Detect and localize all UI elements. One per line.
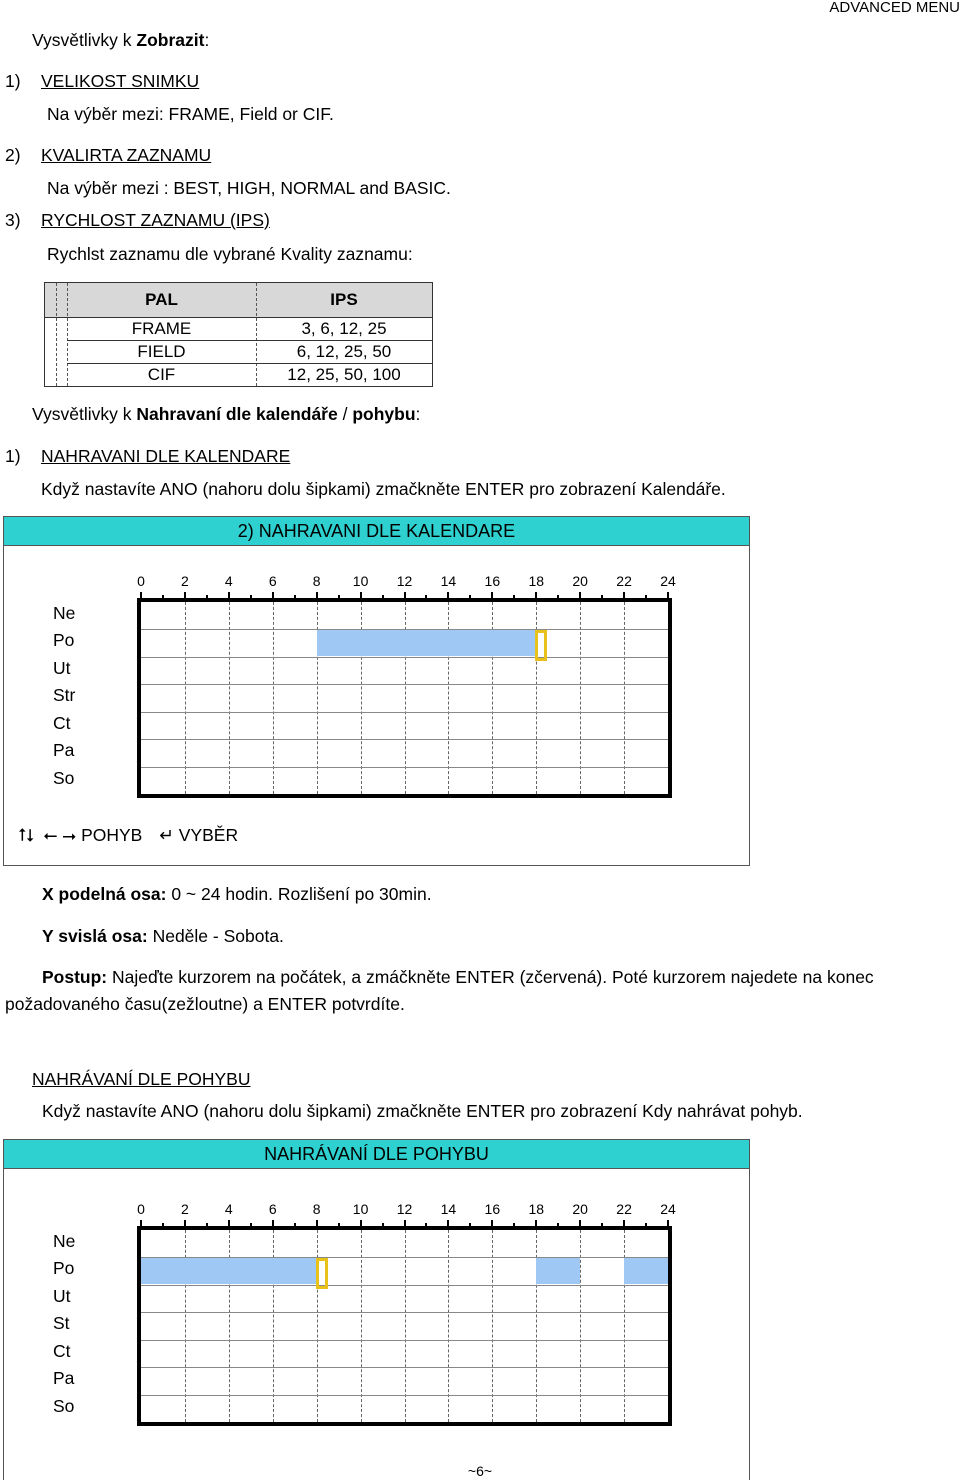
calendar-hour-label: 4 xyxy=(224,573,233,589)
calendar-hour-label: 22 xyxy=(616,573,632,589)
calendar-hour-label: 10 xyxy=(352,573,369,589)
running-header: ADVANCED MENU xyxy=(829,0,960,16)
display-intro-suffix: : xyxy=(204,30,210,50)
calendar-day-label: Pa xyxy=(53,740,75,761)
motion-day-label: Po xyxy=(53,1258,75,1279)
item-1-title: VELIKOST SNIMKU xyxy=(41,71,200,91)
calendar-tick xyxy=(404,592,406,600)
motion-tick xyxy=(667,1220,669,1228)
calendar-day-label: Str xyxy=(53,685,76,706)
motion-grid-row-line xyxy=(141,1312,668,1313)
motion-tick xyxy=(623,1220,625,1228)
item-2-title: KVALIRTA ZAZNAMU xyxy=(41,145,212,165)
schedule-item-num: 1) xyxy=(5,446,21,466)
calendar-grid-row-line xyxy=(141,739,668,740)
ips-table-rowline xyxy=(67,340,432,341)
schedule-intro-prefix: Vysvětlivky k xyxy=(32,404,137,424)
motion-tick xyxy=(425,1223,427,1228)
motion-grid-row-line xyxy=(141,1395,668,1396)
ips-table-cell: FRAME xyxy=(131,319,192,338)
motion-tick xyxy=(557,1223,559,1228)
y-axis-note xyxy=(42,926,284,947)
motion-day-label: Ct xyxy=(53,1340,71,1361)
calendar-hour-label: 20 xyxy=(572,573,588,589)
calendar-grid-row-line xyxy=(141,767,668,768)
motion-hour-label: 2 xyxy=(181,1201,189,1217)
x-axis-note-text: 0 ~ 24 hodin. Rozlišení po 30min. xyxy=(166,884,432,904)
calendar-grid-row-line xyxy=(141,684,668,685)
ips-table-cell: FIELD xyxy=(137,342,186,361)
calendar-screen-title: 2) NAHRAVANI DLE KALENDARE xyxy=(4,517,749,546)
motion-tick xyxy=(184,1220,186,1228)
calendar-selected-range xyxy=(317,630,537,655)
motion-hour-label: 14 xyxy=(440,1201,457,1217)
calendar-tick xyxy=(140,592,142,600)
motion-hour-label: 16 xyxy=(484,1201,501,1217)
y-axis-note-text: Neděle - Sobota. xyxy=(147,926,284,946)
ips-table-header-pal: PAL xyxy=(145,290,178,309)
motion-tick xyxy=(140,1220,142,1228)
calendar-grid-column-line xyxy=(624,602,625,794)
motion-tick xyxy=(294,1223,296,1228)
motion-hour-label: 18 xyxy=(528,1201,545,1217)
arrow-left-right-icon: ⭠ ⭢ xyxy=(43,825,77,845)
motion-tick xyxy=(535,1220,537,1228)
ips-table-cell: 3, 6, 12, 25 xyxy=(301,319,387,338)
y-axis-note-label: Y svislá osa: xyxy=(42,926,148,946)
motion-tick xyxy=(250,1223,252,1228)
motion-desc: Když nastavíte ANO (nahoru dolu šipkami) zmačkněte ENTER pro zobrazení Kdy nahrávat pohyb. xyxy=(42,1101,803,1121)
calendar-tick xyxy=(579,592,581,600)
schedule-intro xyxy=(32,404,420,425)
calendar-tick xyxy=(184,592,186,600)
motion-day-label: St xyxy=(53,1313,70,1334)
schedule-intro-middle: / xyxy=(337,404,353,424)
item-1-num: 1) xyxy=(5,71,21,91)
motion-grid-row-line xyxy=(141,1340,668,1341)
calendar-day-label: Ut xyxy=(53,657,71,678)
motion-hour-label: 10 xyxy=(352,1201,369,1217)
motion-tick xyxy=(491,1220,493,1228)
motion-tick xyxy=(579,1220,581,1228)
motion-grid-column-line xyxy=(448,1230,449,1422)
motion-day-label: Pa xyxy=(53,1368,75,1389)
motion-screen-title: NAHRÁVANÍ DLE POHYBU xyxy=(4,1140,749,1169)
motion-tick xyxy=(513,1223,515,1228)
calendar-tick xyxy=(601,595,603,600)
enter-icon: ↵ xyxy=(159,825,174,845)
calendar-hour-label: 2 xyxy=(181,573,189,589)
calendar-day-label: Ne xyxy=(53,603,76,623)
item-3-num: 3) xyxy=(5,210,21,230)
motion-hour-label: 20 xyxy=(572,1201,588,1217)
calendar-tick xyxy=(645,595,647,600)
ips-table-cell: 6, 12, 25, 50 xyxy=(296,342,392,361)
motion-title: NAHRÁVANÍ DLE POHYBU xyxy=(32,1069,251,1089)
motion-hour-label: 6 xyxy=(268,1201,277,1217)
display-intro-prefix: Vysvětlivky k xyxy=(32,30,137,50)
calendar-day-label: Ct xyxy=(53,712,71,733)
motion-tick xyxy=(228,1220,230,1228)
motion-grid-column-line xyxy=(405,1230,406,1422)
motion-tick xyxy=(162,1223,164,1228)
schedule-intro-suffix: : xyxy=(415,404,421,424)
motion-hour-label: 12 xyxy=(396,1201,413,1217)
select-label: VYBĚR xyxy=(178,825,239,845)
calendar-grid-column-line xyxy=(185,602,186,794)
schedule-item-desc: Když nastavíte ANO (nahoru dolu šipkami) zmačkněte ENTER pro zobrazení Kalendáře. xyxy=(41,479,726,499)
calendar-tick xyxy=(250,595,252,600)
procedure-note-line1: Najeďte kurzorem na počátek, a zmáčkněte ENTER (zčervená). Poté kurzorem najedete na konec xyxy=(107,967,874,987)
motion-hour-label: 0 xyxy=(137,1201,145,1217)
display-intro-bold: Zobrazit xyxy=(136,30,205,50)
motion-tick xyxy=(272,1220,274,1228)
motion-hour-label: 22 xyxy=(616,1201,632,1217)
calendar-tick xyxy=(557,595,559,600)
calendar-hour-label: 14 xyxy=(440,573,457,589)
calendar-tick xyxy=(228,592,230,600)
calendar-screen xyxy=(3,516,750,866)
motion-selected-range xyxy=(141,1258,317,1283)
page-number: ~6~ xyxy=(467,1463,493,1479)
ips-table-divider xyxy=(56,283,57,386)
calendar-grid-row-line xyxy=(141,712,668,713)
calendar-tick xyxy=(667,592,669,600)
calendar-tick xyxy=(338,595,340,600)
calendar-tick xyxy=(162,595,164,600)
motion-hour-label: 24 xyxy=(660,1201,676,1217)
motion-cursor xyxy=(316,1258,328,1288)
calendar-tick xyxy=(294,595,296,600)
calendar-grid[interactable] xyxy=(137,598,672,798)
motion-tick xyxy=(206,1223,208,1228)
calendar-tick xyxy=(535,592,537,600)
motion-grid[interactable] xyxy=(137,1226,672,1426)
motion-grid-column-line xyxy=(361,1230,362,1422)
motion-tick xyxy=(404,1220,406,1228)
calendar-grid-column-line xyxy=(229,602,230,794)
display-intro xyxy=(32,30,209,51)
calendar-tick xyxy=(272,592,274,600)
calendar-tick xyxy=(491,592,493,600)
procedure-note-label: Postup: xyxy=(42,967,108,987)
calendar-tick xyxy=(382,595,384,600)
motion-hour-label: 4 xyxy=(224,1201,233,1217)
calendar-tick xyxy=(206,595,208,600)
ips-table-cell: CIF xyxy=(147,365,176,384)
calendar-hour-label: 18 xyxy=(528,573,545,589)
calendar-tick xyxy=(623,592,625,600)
motion-tick xyxy=(447,1220,449,1228)
calendar-hour-label: 0 xyxy=(137,573,145,589)
ips-table-cell: 12, 25, 50, 100 xyxy=(287,365,401,384)
motion-selected-range xyxy=(624,1258,668,1283)
calendar-day-label: So xyxy=(53,767,75,788)
calendar-grid-column-line xyxy=(273,602,274,794)
calendar-hour-label: 24 xyxy=(660,573,676,589)
move-label: POHYB xyxy=(81,825,143,845)
calendar-hour-label: 16 xyxy=(484,573,501,589)
motion-tick xyxy=(338,1223,340,1228)
calendar-day-label: Po xyxy=(53,630,75,651)
motion-day-label: So xyxy=(53,1395,75,1416)
motion-tick xyxy=(469,1223,471,1228)
motion-grid-column-line xyxy=(492,1230,493,1422)
calendar-hour-label: 6 xyxy=(268,573,277,589)
calendar-tick xyxy=(469,595,471,600)
motion-tick xyxy=(645,1223,647,1228)
calendar-cursor xyxy=(535,630,547,660)
motion-grid-column-line xyxy=(580,1230,581,1422)
motion-day-label: Ne xyxy=(53,1231,76,1251)
motion-tick xyxy=(316,1220,318,1228)
ips-table xyxy=(44,282,433,387)
item-2-num: 2) xyxy=(5,145,21,165)
ips-table-rowline xyxy=(67,363,432,364)
calendar-tick xyxy=(425,595,427,600)
calendar-footer xyxy=(18,825,238,846)
procedure-note xyxy=(42,967,874,988)
schedule-intro-bold2: pohybu xyxy=(352,404,416,424)
motion-selected-range xyxy=(536,1258,580,1283)
motion-tick xyxy=(382,1223,384,1228)
item-3-desc: Rychlst zaznamu dle vybrané Kvality zaznamu: xyxy=(47,244,413,264)
calendar-grid-row-line xyxy=(141,657,668,658)
calendar-tick xyxy=(360,592,362,600)
schedule-item-title: NAHRAVANI DLE KALENDARE xyxy=(41,446,291,466)
motion-grid-row-line xyxy=(141,1367,668,1368)
calendar-tick xyxy=(316,592,318,600)
arrow-up-down-icon: ⭡⭣ xyxy=(18,825,35,845)
calendar-tick xyxy=(447,592,449,600)
item-3-title: RYCHLOST ZAZNAMU (IPS) xyxy=(41,210,270,230)
motion-screen xyxy=(3,1139,750,1480)
calendar-hour-label: 8 xyxy=(312,573,321,589)
item-2-desc: Na výběr mezi : BEST, HIGH, NORMAL and BASIC. xyxy=(47,178,451,198)
motion-tick xyxy=(360,1220,362,1228)
calendar-grid-column-line xyxy=(580,602,581,794)
x-axis-note xyxy=(42,884,432,905)
ips-table-header-ips: IPS xyxy=(330,290,358,309)
calendar-tick xyxy=(513,595,515,600)
schedule-intro-bold: Nahravaní dle kalendáře xyxy=(136,404,338,424)
procedure-note-line2: požadovaného času(zežloutne) a ENTER potvrdíte. xyxy=(5,994,405,1014)
item-1-desc: Na výběr mezi: FRAME, Field or CIF. xyxy=(47,104,334,124)
motion-day-label: Ut xyxy=(53,1285,71,1306)
calendar-hour-label: 12 xyxy=(396,573,413,589)
motion-hour-label: 8 xyxy=(312,1201,321,1217)
x-axis-note-label: X podelná osa: xyxy=(42,884,167,904)
motion-grid-row-line xyxy=(141,1285,668,1286)
motion-tick xyxy=(601,1223,603,1228)
